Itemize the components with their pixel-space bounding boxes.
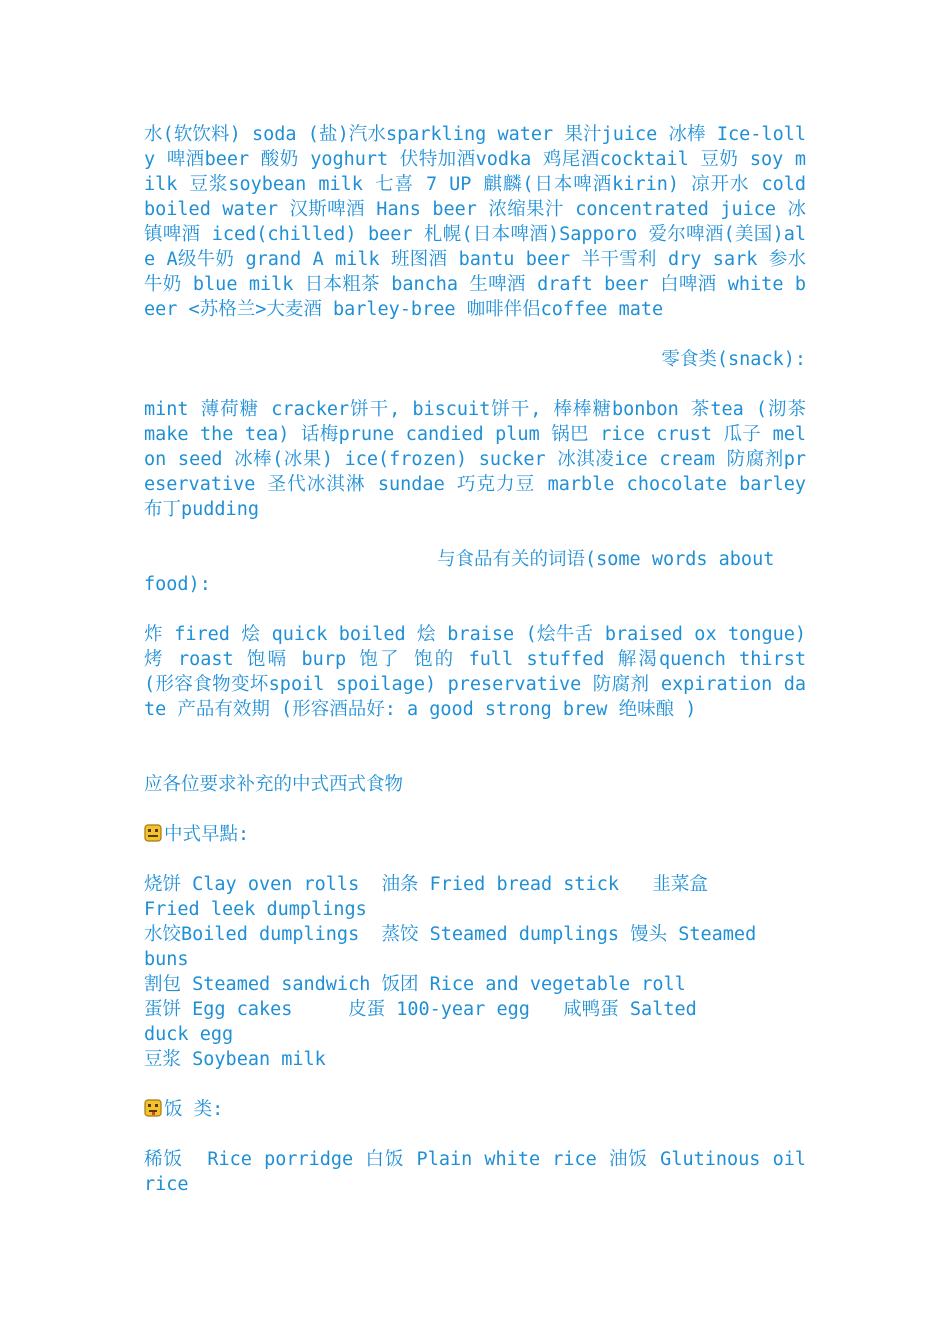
breakfast-heading-row (144, 822, 806, 847)
list-item: 豆浆 Soybean milk (144, 1049, 326, 1070)
list-item: 蛋饼 Egg cakes 皮蛋 100-year egg 咸鸭蛋 Salted (144, 999, 697, 1020)
supplement-heading: 应各位要求补充的中式西式食物 (144, 774, 404, 795)
list-item: Fried leek dumplings (144, 899, 367, 920)
rice-heading: 饭 类: (164, 1099, 224, 1120)
list-item: duck egg (144, 1024, 234, 1045)
rice-heading-row (144, 1097, 806, 1122)
tongue-emoticon-icon (144, 1099, 162, 1117)
rice-paragraph: 稀饭 Rice porridge 白饭 Plain white rice 油饭 Glutinous oil rice (144, 1149, 818, 1195)
snack-heading: 零食类(snack): (661, 349, 806, 370)
snack-paragraph: mint 薄荷糖 cracker饼干, biscuit饼干, 棒棒糖bonbon 茶tea (沏茶 make the tea) 话梅prune candied plum 锅巴 rice crust 瓜子 melon seed 冰棒(冰果) ice(frozen) sucker 冰淇凌ice cream 防腐剂preservative 圣代冰淇淋 sundae 巧克力豆 marble chocolate barley 布丁pudding (144, 399, 806, 520)
list-item: 割包 Steamed sandwich 饭团 Rice and vegetable roll (144, 974, 686, 995)
food-words-heading-continued: food): (144, 574, 211, 595)
document-page (144, 122, 818, 1222)
list-item: 水饺Boiled dumplings 蒸饺 Steamed dumplings 馒头 Steamed (144, 924, 757, 945)
food-words-paragraph: 炸 fired 烩 quick boiled 烩 braise (烩牛舌 braised ox tongue) 烤 roast 饱嗝 burp 饱了 饱的 full stuffed 解渴quench thirst (形容食物变坏spoil spoilage) preservative 防腐剂 expiration date 产品有效期 (形容酒品好: a good strong brew 绝味酿 ) (144, 624, 806, 720)
drinks-paragraph: 水(软饮料) soda (盐)汽水sparkling water 果汁juice 冰棒 Ice-lolly 啤酒beer 酸奶 yoghurt 伏特加酒vodka 鸡尾酒cocktail 豆奶 soy milk 豆浆soybean milk 七喜 7 UP 麒麟(日本啤酒kirin) 凉开水 cold boiled water 汉斯啤酒 Hans beer 浓缩果汁 concentrated juice 冰镇啤酒 iced(chilled) beer 札幌(日本啤酒)Sapporo 爱尔啤酒(美国)ale A级牛奶 grand A milk 班图酒 bantu beer 半干雪利 dry sark 参水牛奶 blue milk 日本粗茶 bancha 生啤酒 draft beer 白啤酒 white beer <苏格兰>大麦酒 barley-bree 咖啡伴侣coffee mate (144, 124, 806, 320)
list-item: 烧饼 Clay oven rolls 油条 Fried bread stick 韭菜盒 (144, 874, 708, 895)
breakfast-heading: 中式早點: (164, 824, 250, 845)
smiley-emoticon-icon (144, 824, 162, 842)
list-item: buns (144, 949, 189, 970)
spacer (144, 747, 806, 772)
breakfast-list (144, 872, 806, 1072)
food-words-heading: 与食品有关的词语(some words about (437, 549, 775, 570)
